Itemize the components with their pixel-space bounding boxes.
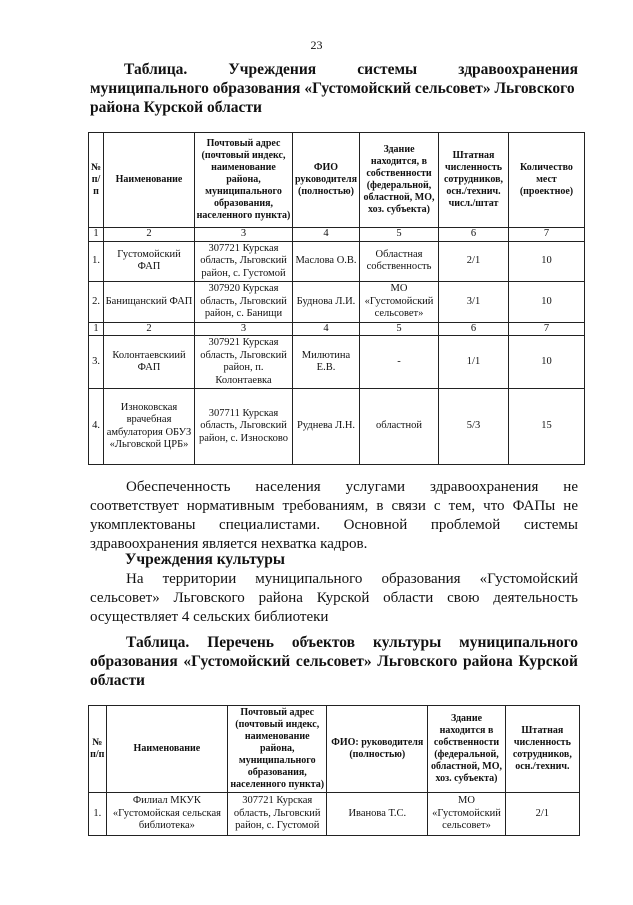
- t2-header-name: Наименование: [106, 706, 228, 793]
- culture-heading: Учреждения культуры: [125, 551, 285, 568]
- t1-header-staff: Штатная численность сотрудников, осн./технич. числ./штат: [439, 133, 509, 228]
- table1-title-line-3: района Курской области: [90, 99, 262, 116]
- table2-title: Таблица. Перечень объектов культуры муниципального образования «Густомойский сельсовет» Льговского района Курской области: [90, 634, 578, 689]
- t2-header-ownership: Здание находится в собственности (федеральной, областной, МО, хоз. субъекта): [428, 706, 505, 793]
- t2-header-head: ФИО: руководителя (полностью): [327, 706, 428, 793]
- table1-column-number-row-repeat: 1 2 3 4 5 6 7: [89, 322, 585, 336]
- page-number: 23: [310, 38, 323, 52]
- table1-column-number-row: 1 2 3 4 5 6 7: [89, 228, 585, 242]
- culture-paragraph: На территории муниципального образования «Густомойский сельсовет» Льговского района Курской области свою деятельность осуществляет 4 сельских библиотеки: [90, 571, 578, 625]
- table-row: 4. Изноковская врачебная амбулатория ОБУЗ «Льговской ЦРБ» 307711 Курская область, Льговский район, с. Износково Руднева Л.Н. областной 5/3 15: [89, 389, 585, 465]
- t1-header-name: Наименование: [104, 133, 195, 228]
- t1-header-ownership: Здание находится, в собственности (федеральной, областной, МО, хоз. субъекта): [360, 133, 439, 228]
- t2-header-number: № п/п: [89, 706, 107, 793]
- healthcare-paragraph: Обеспеченность населения услугами здравоохранения не соответствует нормативным требованиям, в связи с тем, что ФАПы не укомплектованы специалистами. Основной проблемой системы здравоохранения является нехватка кадров.: [90, 479, 578, 552]
- table2-header-row: [89, 706, 580, 793]
- t2-header-address: Почтовый адрес (почтовый индекс, наименование района, муниципального образования, населенного пункта): [228, 706, 327, 793]
- table-row: 1. Филиал МКУК «Густомойская сельская библиотека» 307721 Курская область, Льговский район, с. Густомой Иванова Т.С. МО «Густомойский сельсовет» 2/1: [89, 793, 580, 836]
- table-row: 1. Густомойский ФАП 307721 Курская область, Льговский район, с. Густомой Маслова О.В. Областная собственность 2/1 10: [89, 241, 585, 282]
- t1-header-head: ФИО руководителя (полностью): [293, 133, 360, 228]
- t1-header-number: № п/п: [89, 133, 104, 228]
- table-row: 2. Банищанский ФАП 307920 Курская область, Льговский район, с. Банищи Буднова Л.И. МО «Густомойский сельсовет» 3/1 10: [89, 282, 585, 323]
- table1-header-row: [89, 133, 585, 228]
- t2-header-staff: Штатная численность сотрудников, осн./технич.: [505, 706, 579, 793]
- table1-title-line-2: муниципального образования «Густомойский сельсовет» Льговского: [90, 80, 575, 97]
- table1-title: [90, 60, 578, 117]
- culture-objects-table: [88, 705, 580, 836]
- table-row: 3. Колонтаевскиий ФАП 307921 Курская область, Льговский район, п. Колонтаевка Милютина Е.В. - 1/1 10: [89, 336, 585, 389]
- table1-title-line-1: Таблица. Учреждения системы здравоохранения: [124, 61, 578, 78]
- t1-header-places: Количество мест (проектное): [509, 133, 585, 228]
- health-institutions-table: [88, 132, 585, 465]
- t1-header-address: Почтовый адрес (почтовый индекс, наименование района, муниципального образования, населенного пункта): [195, 133, 293, 228]
